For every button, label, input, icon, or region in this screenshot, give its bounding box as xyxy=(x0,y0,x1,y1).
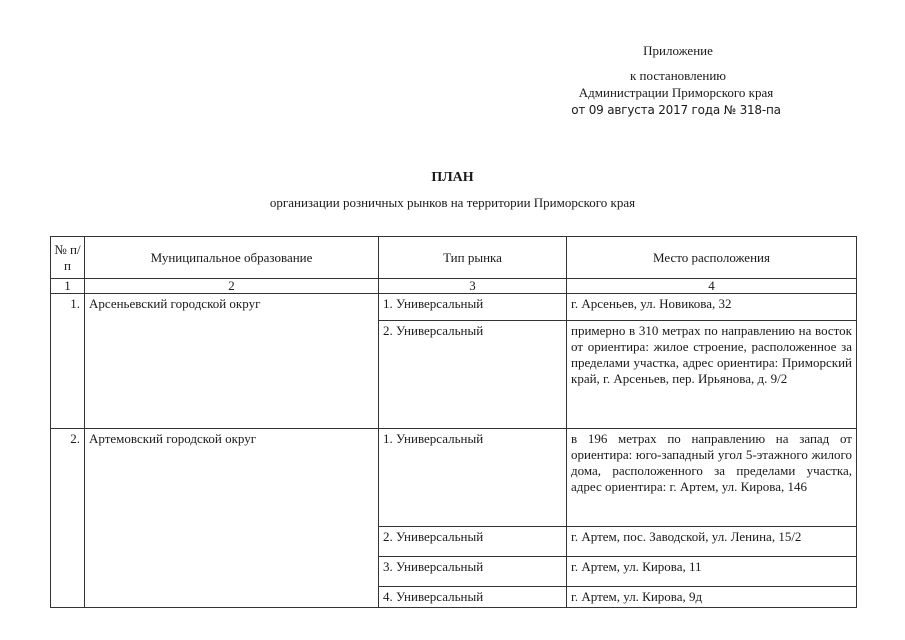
header-location: Место расположения xyxy=(567,237,857,279)
plan-title: ПЛАН xyxy=(431,170,474,185)
market-type-cell: 4. Универсальный xyxy=(379,587,567,608)
municipality-cell: Артемовский городской округ xyxy=(85,429,379,608)
row-number: 2. xyxy=(51,429,85,608)
location-cell: примерно в 310 метрах по направлению на восток от ориентира: жилое строение, расположенное за пределами участка, адрес ориентира: Приморский край, г. Арсеньев, пер. Ирьянова, д. 9/2 xyxy=(567,321,857,429)
header-market-type: Тип рынка xyxy=(379,237,567,279)
location-cell: в 196 метрах по направлению на запад от ориентира: юго-западный угол 5-этажного жилого дома, расположенного за пределами участка, адрес ориентира: г. Артем, ул. Кирова, 146 xyxy=(567,429,857,527)
location-cell: г. Артем, пос. Заводской, ул. Ленина, 15/2 xyxy=(567,527,857,557)
plan-subtitle: организации розничных рынков на территории Приморского края xyxy=(269,195,636,210)
table-row xyxy=(51,294,857,321)
market-type-cell: 2. Универсальный xyxy=(379,321,567,429)
appendix-title: Приложение xyxy=(643,43,713,58)
appendix-date-number-line: от 09 августа 2017 года № 318-па xyxy=(571,103,781,117)
table-header-row xyxy=(51,237,857,279)
markets-plan-table xyxy=(50,236,857,608)
appendix-authority-line: Администрации Приморского края xyxy=(578,85,774,100)
column-number: 2 xyxy=(85,279,379,294)
market-type-cell: 2. Универсальный xyxy=(379,527,567,557)
column-number: 3 xyxy=(379,279,567,294)
column-number: 1 xyxy=(51,279,85,294)
location-cell: г. Артем, ул. Кирова, 9д xyxy=(567,587,857,608)
row-number: 1. xyxy=(51,294,85,429)
municipality-cell: Арсеньевский городской округ xyxy=(85,294,379,429)
market-type-cell: 1. Универсальный xyxy=(379,294,567,321)
column-numbers-row xyxy=(51,279,857,294)
appendix-resolution-line: к постановлению xyxy=(629,68,727,83)
header-municipality: Муниципальное образование xyxy=(85,237,379,279)
column-number: 4 xyxy=(567,279,857,294)
market-type-cell: 3. Универсальный xyxy=(379,557,567,587)
location-cell: г. Арсеньев, ул. Новикова, 32 xyxy=(567,294,857,321)
location-cell: г. Артем, ул. Кирова, 11 xyxy=(567,557,857,587)
table-row xyxy=(51,429,857,527)
header-number: № п/п xyxy=(51,237,85,279)
market-type-cell: 1. Универсальный xyxy=(379,429,567,527)
